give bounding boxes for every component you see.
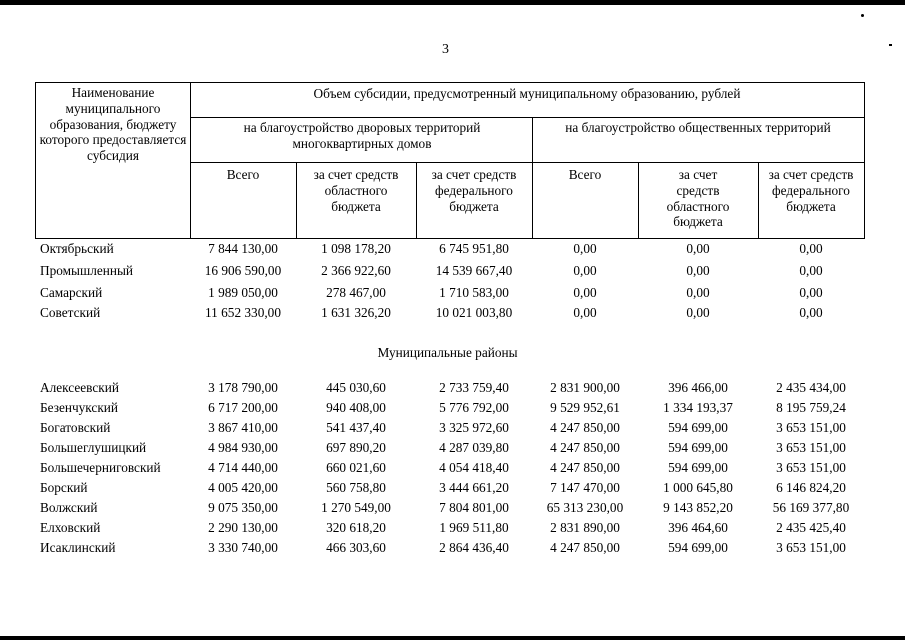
cell-g1-regional: 466 303,60 [326, 540, 386, 555]
cell-g2-total: 2 831 890,00 [550, 520, 620, 535]
table-row [0, 378, 905, 398]
cell-g1-federal: 5 776 792,00 [439, 400, 509, 415]
cell-g1-federal: 7 804 801,00 [439, 500, 509, 515]
cell-g1-federal: 3 444 661,20 [439, 480, 509, 495]
cell-g1-federal: 1 710 583,00 [439, 285, 509, 300]
page-number: 3 [442, 42, 449, 57]
cell-g1-regional: 660 021,60 [326, 460, 386, 475]
cell-g1-federal: 14 539 667,40 [435, 263, 513, 278]
row-name: Советский [40, 305, 101, 320]
table-row [0, 538, 905, 558]
cell-g2-total: 4 247 850,00 [550, 420, 620, 435]
cell-g1-regional: 940 408,00 [326, 400, 386, 415]
table-row [0, 239, 905, 259]
cell-g1-total: 3 867 410,00 [208, 420, 278, 435]
cell-g2-total: 0,00 [573, 263, 597, 278]
cell-g1-total: 2 290 130,00 [208, 520, 278, 535]
cell-g1-total: 3 330 740,00 [208, 540, 278, 555]
table-row [0, 418, 905, 438]
table-row [0, 283, 905, 303]
header-g1-regional: за счет средств областного бюджета [313, 167, 399, 214]
cell-g2-regional: 1 334 193,37 [663, 400, 733, 415]
cell-g1-total: 3 178 790,00 [208, 380, 278, 395]
cell-g1-total: 16 906 590,00 [204, 263, 282, 278]
table-row [0, 458, 905, 478]
cell-g2-regional: 9 143 852,20 [663, 500, 733, 515]
row-name: Большеглушицкий [40, 440, 147, 455]
cell-g2-federal: 0,00 [799, 305, 823, 320]
row-name: Богатовский [40, 420, 111, 435]
cell-g1-federal: 4 054 418,40 [439, 460, 509, 475]
cell-g2-total: 0,00 [573, 285, 597, 300]
cell-g2-total: 4 247 850,00 [550, 460, 620, 475]
cell-g1-total: 11 652 330,00 [205, 305, 281, 320]
table-row [0, 398, 905, 418]
cell-g1-regional: 2 366 922,60 [321, 263, 391, 278]
cell-g1-regional: 1 270 549,00 [321, 500, 391, 515]
cell-g1-total: 6 717 200,00 [208, 400, 278, 415]
cell-g2-regional: 594 699,00 [668, 420, 728, 435]
cell-g1-regional: 1 631 326,20 [321, 305, 391, 320]
cell-g2-regional: 0,00 [686, 263, 710, 278]
cell-g2-total: 9 529 952,61 [550, 400, 620, 415]
header-g1-total: Всего [226, 167, 260, 182]
row-name: Алексеевский [40, 380, 119, 395]
cell-g2-federal: 3 653 151,00 [776, 540, 846, 555]
cell-g1-federal: 1 969 511,80 [439, 520, 509, 535]
cell-g2-regional: 594 699,00 [668, 540, 728, 555]
cell-g2-federal: 3 653 151,00 [776, 440, 846, 455]
cell-g2-regional: 396 466,00 [668, 380, 728, 395]
cell-g1-regional: 697 890,20 [326, 440, 386, 455]
table-row [0, 438, 905, 458]
cell-g2-regional: 396 464,60 [668, 520, 728, 535]
cell-g1-total: 1 989 050,00 [208, 285, 278, 300]
table-row [0, 518, 905, 538]
section-title: Муниципальные районы [377, 345, 518, 360]
cell-g1-regional: 278 467,00 [326, 285, 386, 300]
cell-g1-federal: 2 733 759,40 [439, 380, 509, 395]
cell-g1-total: 4 984 930,00 [208, 440, 278, 455]
cell-g1-total: 9 075 350,00 [208, 500, 278, 515]
row-name: Безенчукский [40, 400, 119, 415]
header-g2-federal: за счет средств федерального бюджета [768, 167, 854, 214]
cell-g1-regional: 560 758,80 [326, 480, 386, 495]
cell-g2-federal: 6 146 824,20 [776, 480, 846, 495]
cell-g2-federal: 0,00 [799, 285, 823, 300]
header-g2-regional: за счет средств областного бюджета [666, 167, 730, 230]
cell-g1-federal: 4 287 039,80 [439, 440, 509, 455]
cell-g2-regional: 0,00 [686, 305, 710, 320]
header-name-column: Наименование муниципального образования, бюджету которого предоставляется субсидия [39, 85, 187, 164]
row-name: Октябрьский [40, 241, 114, 256]
table-row [0, 498, 905, 518]
cell-g2-federal: 0,00 [799, 263, 823, 278]
cell-g2-regional: 594 699,00 [668, 440, 728, 455]
cell-g1-federal: 6 745 951,80 [439, 241, 509, 256]
cell-g1-regional: 320 618,20 [326, 520, 386, 535]
header-main-title: Объем субсидии, предусмотренный муниципальному образованию, рублей [313, 86, 741, 101]
cell-g2-federal: 3 653 151,00 [776, 460, 846, 475]
cell-g2-total: 0,00 [573, 241, 597, 256]
cell-g1-federal: 3 325 972,60 [439, 420, 509, 435]
cell-g1-regional: 541 437,40 [326, 420, 386, 435]
row-name: Большечерниговский [40, 460, 161, 475]
cell-g1-total: 7 844 130,00 [208, 241, 278, 256]
table-row [0, 478, 905, 498]
header-g1-federal: за счет средств федерального бюджета [431, 167, 517, 214]
cell-g2-regional: 0,00 [686, 285, 710, 300]
row-name: Промышленный [40, 263, 134, 278]
cell-g1-total: 4 714 440,00 [208, 460, 278, 475]
table-row [0, 261, 905, 281]
cell-g2-regional: 0,00 [686, 241, 710, 256]
cell-g2-federal: 2 435 434,00 [776, 380, 846, 395]
cell-g1-regional: 1 098 178,20 [321, 241, 391, 256]
row-name: Борский [40, 480, 88, 495]
row-name: Елховский [40, 520, 101, 535]
cell-g2-total: 0,00 [573, 305, 597, 320]
cell-g2-federal: 0,00 [799, 241, 823, 256]
row-name: Исаклинский [40, 540, 116, 555]
cell-g1-federal: 10 021 003,80 [435, 305, 513, 320]
cell-g2-total: 65 313 230,00 [546, 500, 624, 515]
row-name: Волжский [40, 500, 98, 515]
cell-g2-federal: 2 435 425,40 [776, 520, 846, 535]
header-group-yards: на благоустройство дворовых территорий многоквартирных домов [243, 120, 481, 151]
cell-g2-total: 4 247 850,00 [550, 540, 620, 555]
cell-g2-regional: 1 000 645,80 [663, 480, 733, 495]
cell-g2-total: 4 247 850,00 [550, 440, 620, 455]
cell-g2-total: 7 147 470,00 [550, 480, 620, 495]
cell-g1-total: 4 005 420,00 [208, 480, 278, 495]
header-group-public: на благоустройство общественных территорий [565, 120, 831, 135]
cell-g2-federal: 8 195 759,24 [776, 400, 846, 415]
cell-g2-regional: 594 699,00 [668, 460, 728, 475]
header-g2-total: Всего [568, 167, 602, 182]
table-row [0, 303, 905, 323]
cell-g2-federal: 56 169 377,80 [772, 500, 850, 515]
cell-g2-federal: 3 653 151,00 [776, 420, 846, 435]
cell-g1-regional: 445 030,60 [326, 380, 386, 395]
cell-g1-federal: 2 864 436,40 [439, 540, 509, 555]
row-name: Самарский [40, 285, 103, 300]
cell-g2-total: 2 831 900,00 [550, 380, 620, 395]
